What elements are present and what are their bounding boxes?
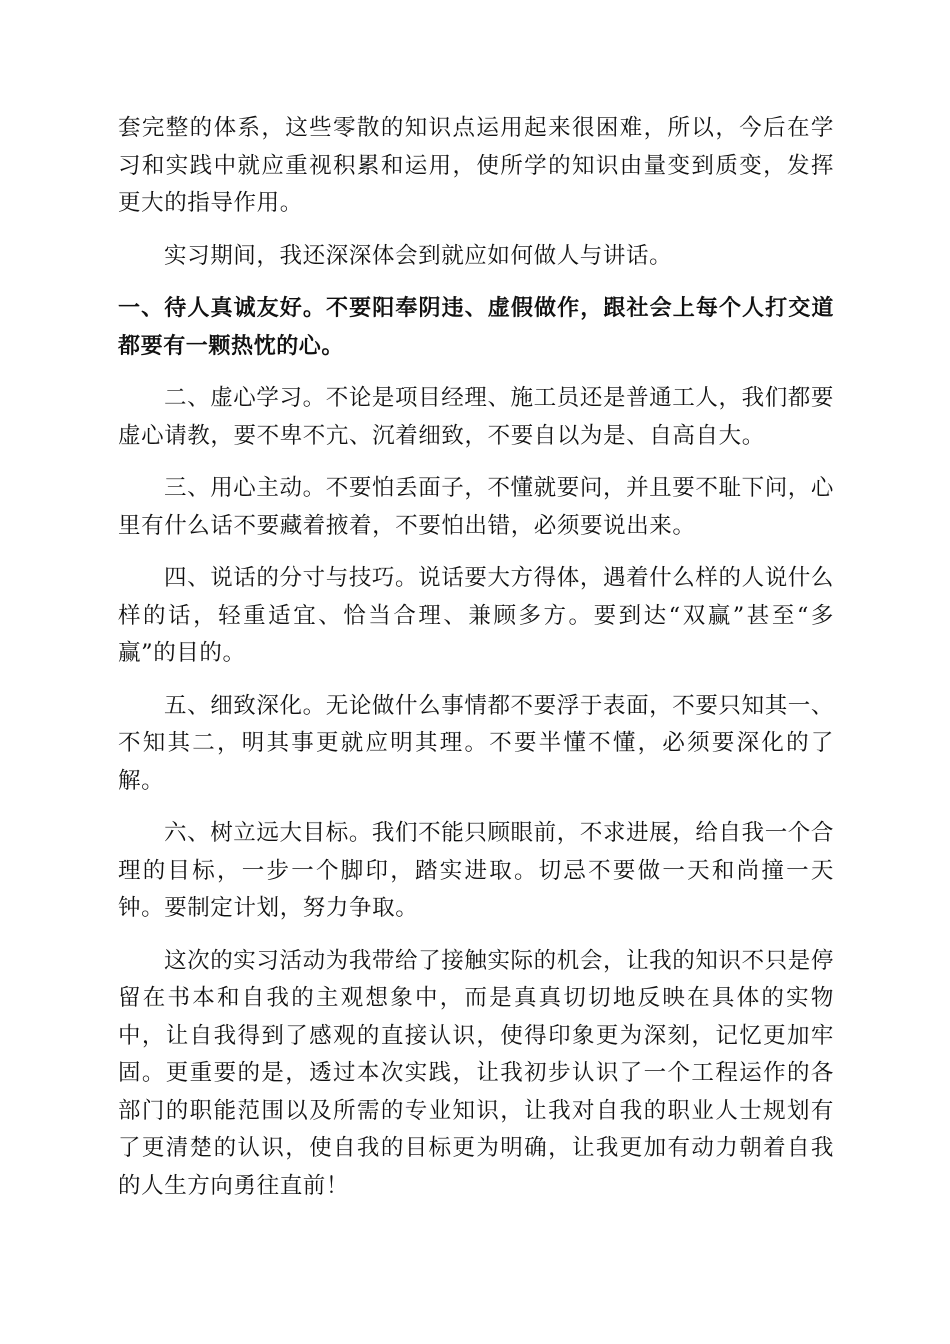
paragraph-point-5: 五、细致深化。无论做什么事情都不要浮于表面，不要只知其一、不知其二，明其事更就应明其理。不要半懂不懂，必须要深化的了解。	[118, 692, 834, 794]
paragraph-point-4: 四、说话的分寸与技巧。说话要大方得体，遇着什么样的人说什么样的话，轻重适宜、恰当合理、兼顾多方。要到达“双赢”甚至“多赢”的目的。	[118, 565, 834, 666]
paragraph-point-6: 六、树立远大目标。我们不能只顾眼前，不求进展，给自我一个合理的目标，一步一个脚印，踏实进取。切忌不要做一天和尚撞一天钟。要制定计划，努力争取。	[118, 820, 834, 921]
document-body	[118, 110, 834, 1220]
paragraph-point-3: 三、用心主动。不要怕丢面子，不懂就要问，并且要不耻下问，心里有什么话不要藏着掖着，不要怕出错，必须要说出来。	[118, 475, 834, 539]
paragraph-point-1: 一、待人真诚友好。不要阳奉阴违、虚假做作，跟社会上每个人打交道都要有一颗热忱的心。	[118, 296, 834, 359]
paragraph-point-2: 二、虚心学习。不论是项目经理、施工员还是普通工人，我们都要虚心请教，要不卑不亢、沉着细致，不要自以为是、自高自大。	[118, 385, 834, 449]
paragraph-intro: 实习期间，我还深深体会到就应如何做人与讲话。	[164, 242, 673, 269]
paragraph-conclusion: 这次的实习活动为我带给了接触实际的机会，让我的知识不只是停留在书本和自我的主观想象中，而是真真切切地反映在具体的实物中，让自我得到了感观的直接认识，使得印象更为深刻，记忆更加牢固。更重要的是，透过本次实践，让我初步认识了一个工程运作的各部门的职能范围以及所需的专业知识，让我对自我的职业人士规划有了更清楚的认识，使自我的目标更为明确，让我更加有动力朝着自我的人生方向勇往直前！	[118, 947, 834, 1199]
paragraph-continuation: 套完整的体系，这些零散的知识点运用起来很困难，所以，今后在学习和实践中就应重视积累和运用，使所学的知识由量变到质变，发挥更大的指导作用。	[118, 115, 834, 216]
